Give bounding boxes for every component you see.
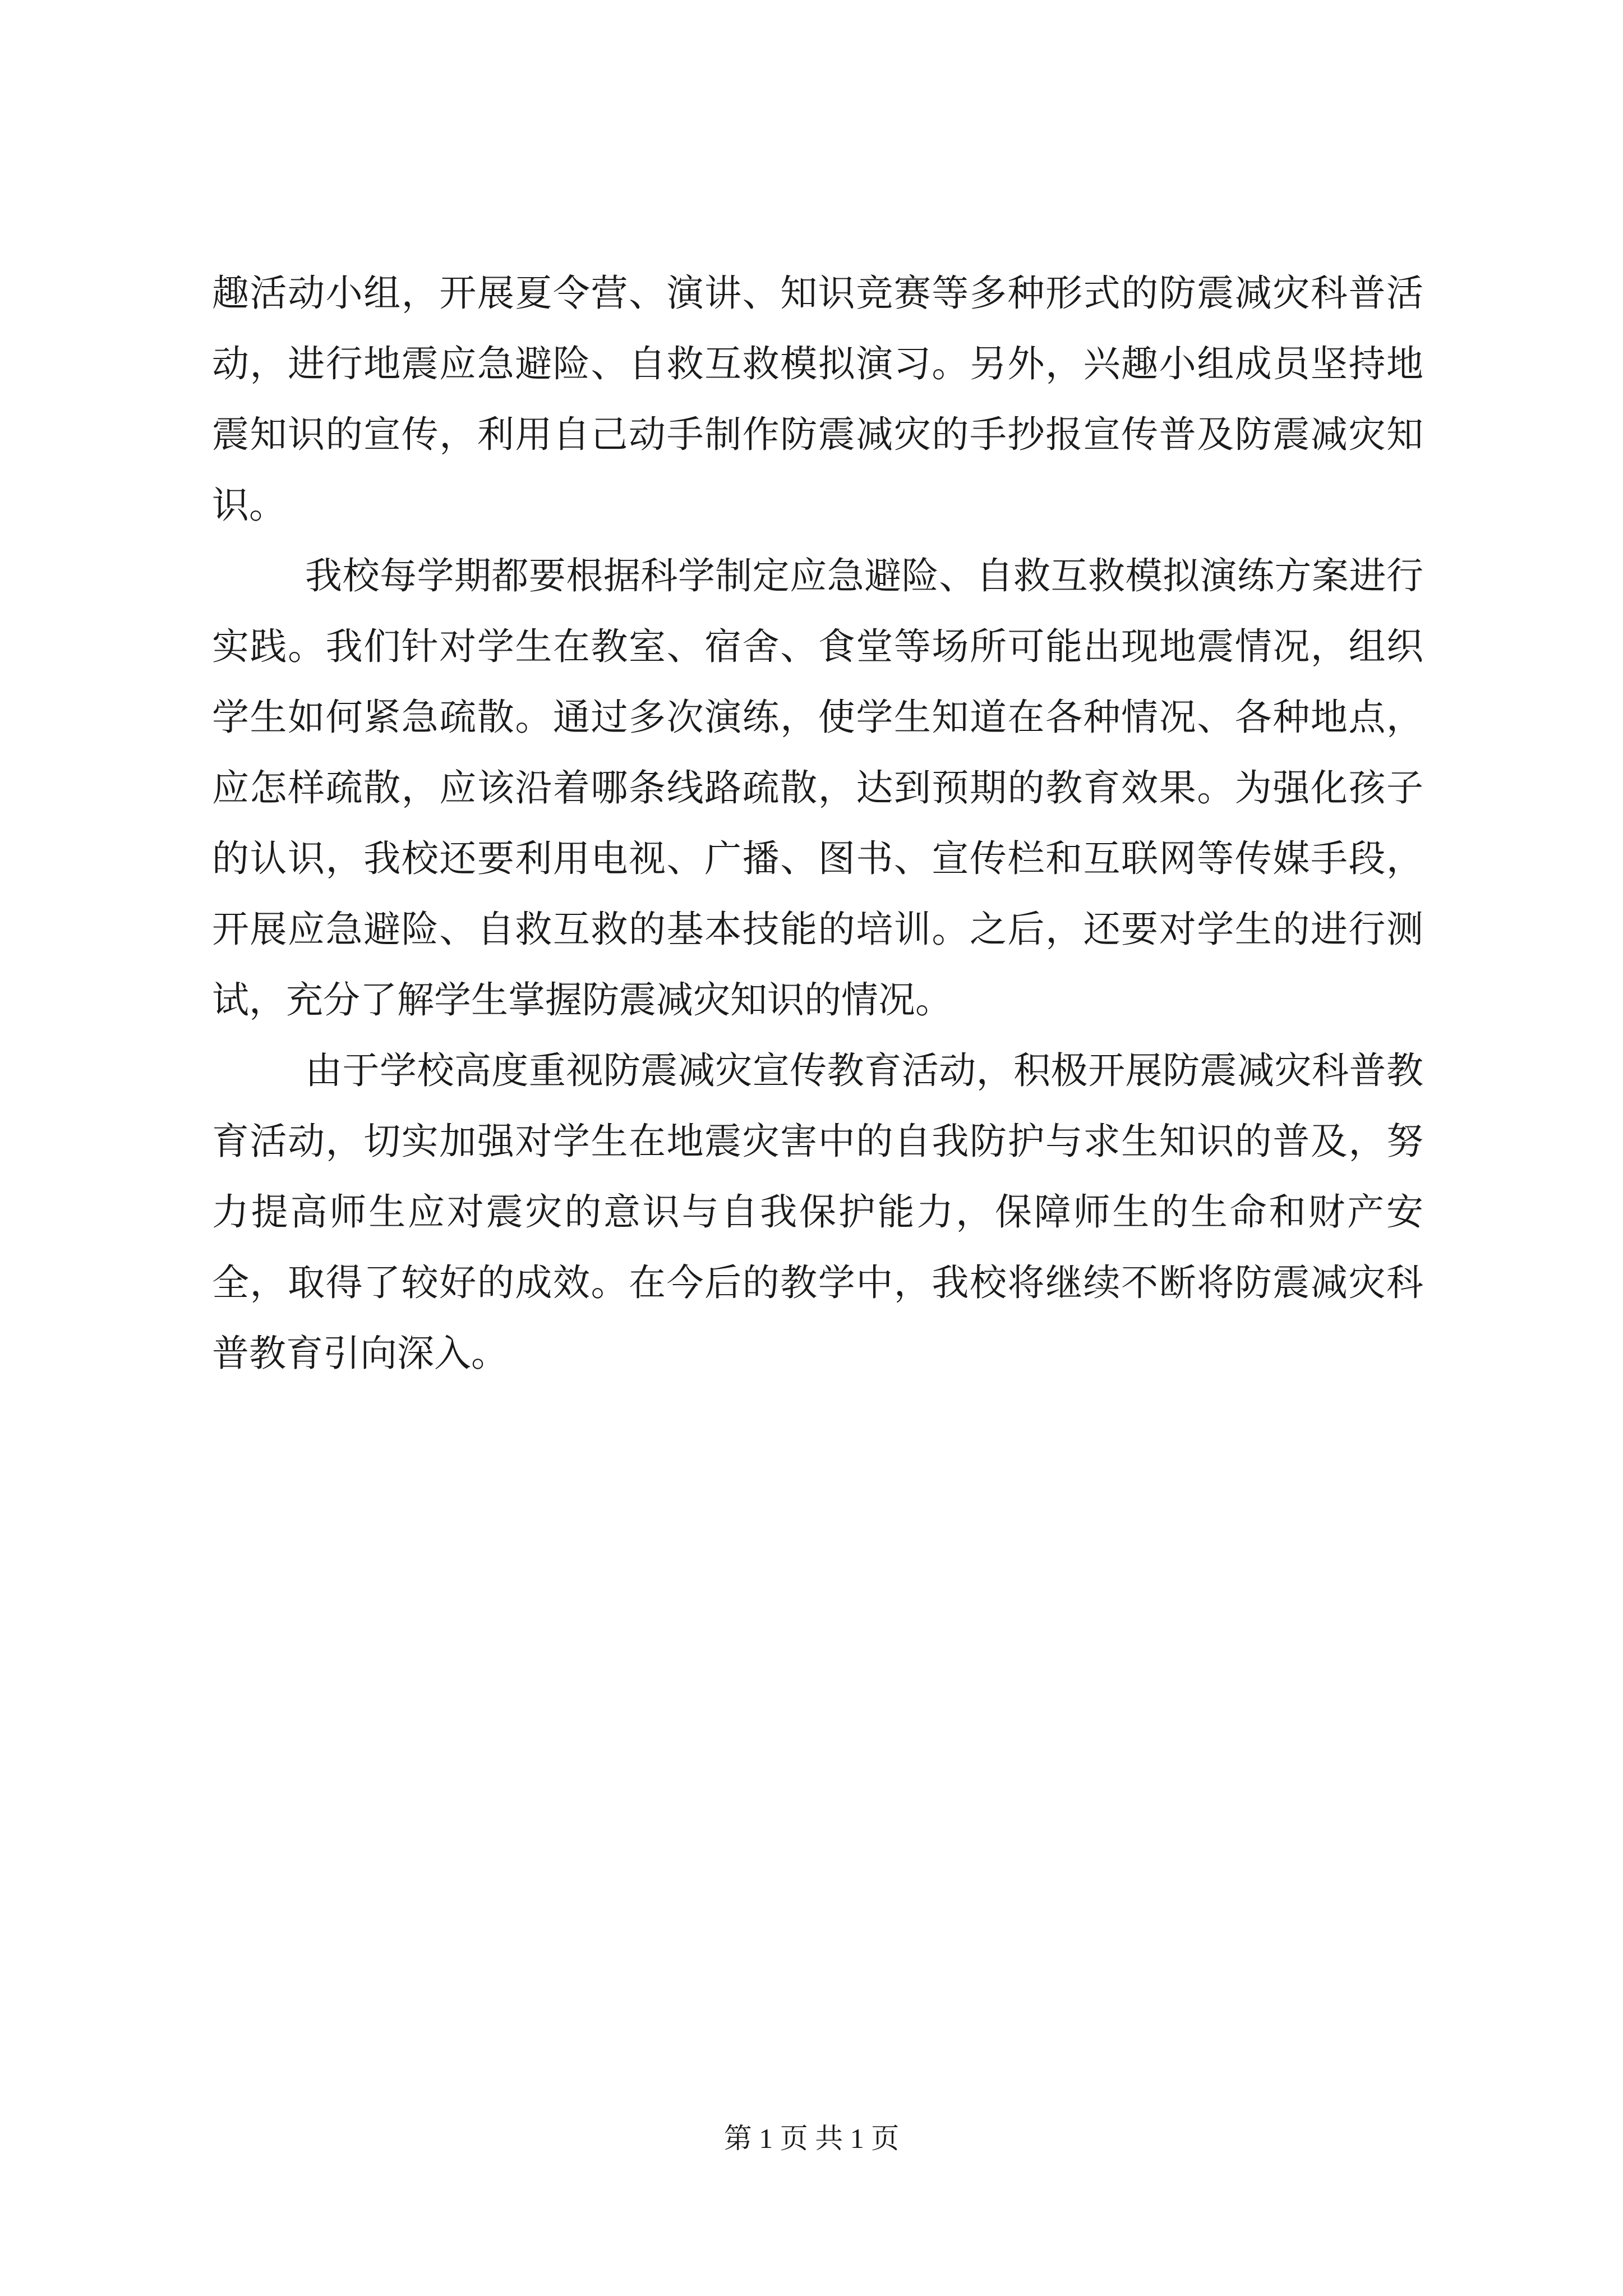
document-body [212, 258, 1423, 1389]
paragraph-evacuation-drills: 我校每学期都要根据科学制定应急避险、自救互救模拟演练方案进行实践。我们针对学生在教室、宿舍、食堂等场所可能出现地震情况，组织学生如何紧急疏散。通过多次演练，使学生知道在各种情况、各种地点，应怎样疏散，应该沿着哪条线路疏散，达到预期的教育效果。为强化孩子的认识，我校还要利用电视、广播、图书、宣传栏和互联网等传媒手段，开展应急避险、自救互救的基本技能的培训。之后，还要对学生的进行测试，充分了解学生掌握防震减灾知识的情况。 [212, 554, 1423, 1022]
paragraph-conclusion: 由于学校高度重视防震减灾宣传教育活动，积极开展防震减灾科普教育活动，切实加强对学生在地震灾害中的自我防护与求生知识的普及，努力提高师生应对震灾的意识与自我保护能力，保障师生的生命和财产安全，取得了较好的成效。在今后的教学中，我校将继续不断将防震减灾科普教育引向深入。 [212, 1049, 1423, 1375]
page-footer: 第 1 页 共 1 页 [723, 2123, 900, 2154]
paragraph-continued: 趣活动小组，开展夏令营、演讲、知识竞赛等多种形式的防震减灾科普活动，进行地震应急避险、自救互救模拟演习。另外，兴趣小组成员坚持地震知识的宣传，利用自己动手制作防震减灾的手抄报宣传普及防震减灾知识。 [212, 272, 1423, 527]
